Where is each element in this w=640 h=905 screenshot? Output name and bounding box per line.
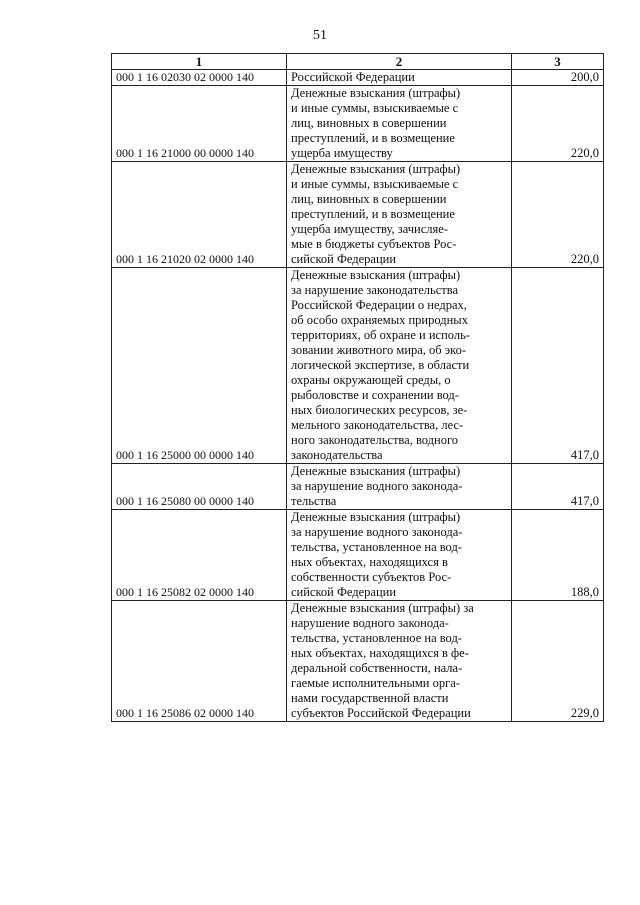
- description-line: ных объектах, находящихся в: [291, 555, 448, 569]
- description-line: Денежные взыскания (штрафы) за: [291, 601, 474, 615]
- table-body: [112, 70, 604, 722]
- description-line: ущерба имуществу, зачисляе-: [291, 222, 448, 236]
- description-line: сийской Федерации: [291, 585, 397, 599]
- description-line: преступлений, и в возмещение: [291, 207, 455, 221]
- description-line: лиц, виновных в совершении: [291, 192, 447, 206]
- description-line: охраны окружающей среды, о: [291, 373, 451, 387]
- description-line: гаемые исполнительными орга-: [291, 676, 460, 690]
- description-line: Денежные взыскания (штрафы): [291, 162, 461, 176]
- description-line: субъектов Российской Федерации: [291, 706, 471, 720]
- description-cell: [287, 464, 512, 510]
- column-header-description: 2: [287, 54, 512, 70]
- amount-cell: 188,0: [512, 510, 604, 601]
- description-line: за нарушение законодательства: [291, 283, 458, 297]
- description-line: нами государственной власти: [291, 691, 449, 705]
- description-cell: [287, 510, 512, 601]
- description-line: за нарушение водного законода-: [291, 479, 463, 493]
- description-cell: [287, 86, 512, 162]
- description-cell: [287, 162, 512, 268]
- budget-code-cell: 000 1 16 25082 02 0000 140: [112, 510, 287, 601]
- page-number: 51: [313, 28, 327, 43]
- table-header: [112, 54, 604, 70]
- description-line: Денежные взыскания (штрафы): [291, 86, 461, 100]
- description-line: ных биологических ресурсов, зе-: [291, 403, 468, 417]
- budget-table: [111, 53, 604, 722]
- description-line: лиц, виновных в совершении: [291, 116, 447, 130]
- description-line: ного законодательства, водного: [291, 433, 459, 447]
- description-line: территориях, об охране и исполь-: [291, 328, 470, 342]
- description-line: законодательства: [291, 448, 383, 462]
- amount-cell: 220,0: [512, 86, 604, 162]
- description-line: ных объектах, находящихся в фе-: [291, 646, 469, 660]
- budget-code-cell: 000 1 16 21000 00 0000 140: [112, 86, 287, 162]
- description-line: об особо охраняемых природных: [291, 313, 468, 327]
- table-row: [112, 464, 604, 510]
- description-cell: [287, 601, 512, 722]
- description-line: и иные суммы, взыскиваемые с: [291, 101, 459, 115]
- table-row: [112, 162, 604, 268]
- description-line: сийской Федерации: [291, 252, 397, 266]
- amount-cell: 417,0: [512, 464, 604, 510]
- header-row: [112, 54, 604, 70]
- description-line: тельства, установленное на вод-: [291, 631, 462, 645]
- description-line: мые в бюджеты субъектов Рос-: [291, 237, 457, 251]
- description-line: нарушение водного законода-: [291, 616, 449, 630]
- description-line: рыболовстве и сохранении вод-: [291, 388, 459, 402]
- description-line: собственности субъектов Рос-: [291, 570, 452, 584]
- table-row: [112, 86, 604, 162]
- description-line: преступлений, и в возмещение: [291, 131, 455, 145]
- description-line: зовании животного мира, об эко-: [291, 343, 467, 357]
- budget-code-cell: 000 1 16 25080 00 0000 140: [112, 464, 287, 510]
- description-cell: [287, 70, 512, 86]
- table-row: [112, 510, 604, 601]
- description-line: Денежные взыскания (штрафы): [291, 268, 461, 282]
- budget-code-cell: 000 1 16 02030 02 0000 140: [112, 70, 287, 86]
- budget-code-cell: 000 1 16 25086 02 0000 140: [112, 601, 287, 722]
- description-cell: [287, 268, 512, 464]
- column-header-amount: 3: [512, 54, 604, 70]
- description-line: мельного законодательства, лес-: [291, 418, 464, 432]
- description-line: деральной собственности, нала-: [291, 661, 463, 675]
- table-row: [112, 70, 604, 86]
- description-line: тельства, установленное на вод-: [291, 540, 462, 554]
- amount-cell: 229,0: [512, 601, 604, 722]
- amount-cell: 220,0: [512, 162, 604, 268]
- budget-code-cell: 000 1 16 25000 00 0000 140: [112, 268, 287, 464]
- description-line: Денежные взыскания (штрафы): [291, 464, 461, 478]
- description-line: Денежные взыскания (штрафы): [291, 510, 461, 524]
- column-header-code: 1: [112, 54, 287, 70]
- table-row: [112, 601, 604, 722]
- table-row: [112, 268, 604, 464]
- amount-cell: 417,0: [512, 268, 604, 464]
- description-line: Российской Федерации о недрах,: [291, 298, 467, 312]
- description-line: и иные суммы, взыскиваемые с: [291, 177, 459, 191]
- description-line: логической экспертизе, в области: [291, 358, 470, 372]
- budget-code-cell: 000 1 16 21020 02 0000 140: [112, 162, 287, 268]
- description-line: Российской Федерации: [291, 70, 415, 84]
- description-line: ущерба имуществу: [291, 146, 393, 160]
- description-line: тельства: [291, 494, 337, 508]
- description-line: за нарушение водного законода-: [291, 525, 463, 539]
- amount-cell: 200,0: [512, 70, 604, 86]
